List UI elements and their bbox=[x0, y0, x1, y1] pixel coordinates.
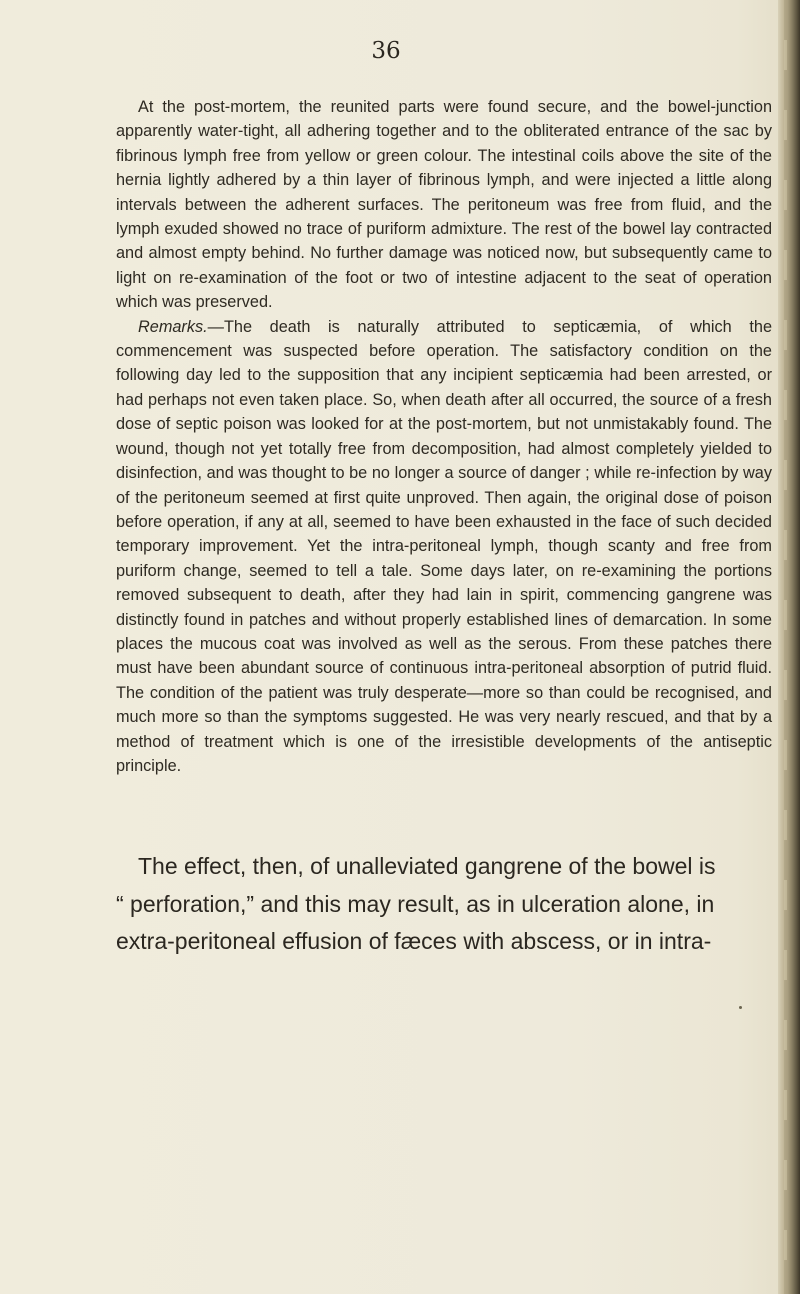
body-text bbox=[116, 95, 772, 778]
large-type-section bbox=[116, 848, 776, 961]
paragraph-remarks bbox=[116, 315, 772, 779]
large-line-1: The effect, then, of unalleviated gangrene of the bowel is bbox=[138, 853, 716, 879]
large-line-3: extra-peritoneal effusion of fæces with abscess, or in intra- bbox=[116, 928, 712, 954]
page-number: 36 bbox=[371, 38, 401, 64]
paragraph-post-mortem: At the post-mortem, the reunited parts were found secure, and the bowel-junction apparently water-tight, all adhering together and to the obliterated entrance of the sac by fibrinous lymph free from yellow or green colour. The intestinal coils above the site of the hernia lightly adhered by a thin layer of fibrinous lymph, and were injected a little along intervals between the adherent surfaces. The peritoneum was free from fluid, and the lymph exuded showed no trace of puriform admixture. The rest of the bowel lay contracted and almost empty behind. No further damage was noticed now, but subsequently came to light on re-examination of the foot or two of intestine adjacent to the seat of operation which was preserved. bbox=[116, 98, 772, 312]
remarks-heading: Remarks. bbox=[138, 317, 208, 336]
page-binding-edge bbox=[778, 0, 800, 1294]
large-line-2: “ perforation,” and this may result, as in ulceration alone, in bbox=[116, 890, 715, 917]
paper-speck bbox=[739, 1006, 742, 1009]
remarks-text: —The death is naturally attributed to septicæmia, of which the commencement was suspected before operation. The satisfactory condition on the following day led to the supposition that any incipient septicæmia had been arrested, or had perhaps not even taken place. So, when death after all occurred, the source of a fresh dose of septic poison was looked for at the post-mortem, but not unmistakably found. The wound, though not yet totally free from decomposition, had almost completely yielded to disinfection, and was thought to be no longer a source of danger ; while re-infection by way of the peritoneum seemed at first quite unproved. Then again, the original dose of poison before operation, if any at all, seemed to have been exhausted in the face of such decided temporary improvement. Yet the intra-peritoneal lymph, though scanty and free from puriform change, seemed to tell a tale. Some days later, on re-examining the portions removed subsequent to death, after they had lain in spirit, commencing gangrene was distinctly found in patches and without properly established lines of demarcation. In some places the mucous coat was involved as well as the serous. From these patches there must have been abundant source of continuous intra-peritoneal absorption of putrid fluid. The condition of the patient was truly desperate—more so than could be recognised, and much more so than the symptoms suggested. He was very nearly rescued, and that by a method of treatment which is one of the irresistible developments of the antiseptic principle. bbox=[116, 317, 772, 775]
